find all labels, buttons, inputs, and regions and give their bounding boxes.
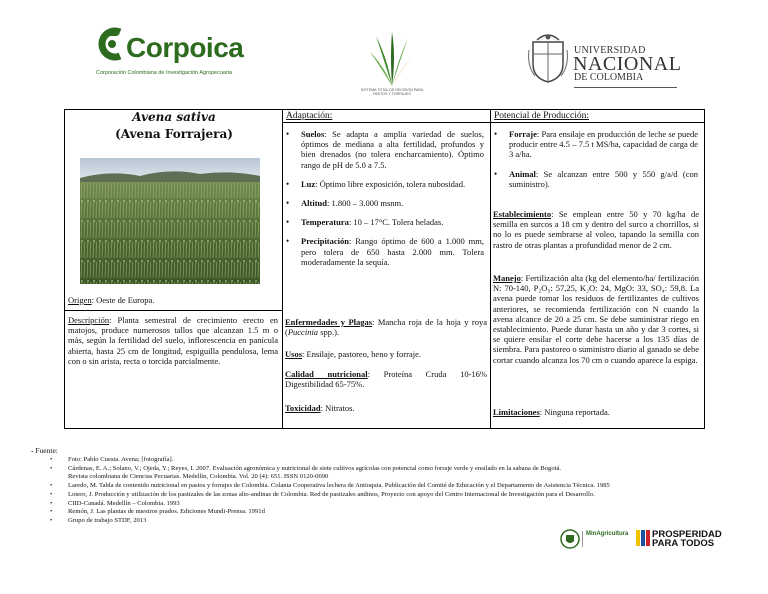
descripcion-label: Descripción [68,315,110,325]
usos-text: : Ensilaje, pastoreo, heno y forraje. [302,349,421,359]
minagricultura-text: MinAgricultura [586,531,629,537]
production-header: Potencial de Producción: [494,111,589,121]
enfermedades-label: Enfermedades y Plagas [285,317,373,327]
unal-logo [527,32,682,94]
origen-label: Origen [68,295,92,305]
temperatura-text: : 10 – 17°C. Tolera heladas. [348,217,444,228]
precipitacion-label: Precipitación [301,236,349,247]
toxicidad-text: : Nitratos. [320,403,355,413]
adaptation-list [283,129,484,267]
list-item [491,129,698,160]
list-item [491,169,698,189]
list-item [283,129,484,170]
establecimiento-label: Establecimiento [493,209,552,219]
usos-block [285,349,487,359]
forraje-label: Forraje [509,129,537,139]
adaptation-header: Adaptación: [286,111,333,121]
description-column [65,110,283,428]
forraje-text: : Para ensilaje en producción de leche se puede producir entre 4.5 – 7.5 t MS/ha, capacidad de carga de 3 a/ha. [509,129,698,160]
sistema-caption: SISTEMA TOTAL DE DECISIÓN PARA PASTOS Y FORRAJES [360,88,424,96]
reference-item: • Cárdenas, E. A.; Solano, V.; Ojeda, Y.; Reyes, I. 2007. Evaluación agronómica y nutricional de siete cultivos agrícolas con potencial como forraje verde y ensilado en la sabana de Bogotá. Revista colombiana de Ciencias Pecuarias. Medellín, Colombia. Vol. 20 (4): 651. ISSN 0120-0690 [50,465,578,482]
prosperidad-logo [636,528,722,550]
corpoica-wordmark: Corpoica [126,32,244,63]
prosperidad-line1: PROSPERIDAD [652,529,722,540]
origen-text: : Oeste de Europa. [91,295,155,305]
minagricultura-logo [560,527,630,551]
manejo-block [493,273,699,365]
calidad-text: : Proteína Cruda 10-16% Digestibilidad 65-75%. [285,369,487,390]
usos-label: Usos [285,349,303,359]
list-item [283,236,484,267]
corpoica-tagline: Corporación Colombiana de Investigación Agropecuaria [96,70,233,76]
col1-divider [65,310,283,311]
oat-field-photo [80,158,260,284]
origen-block [68,295,278,305]
reference-item: • Lotero, J. Producción y utilización de los pastizales de las zonas alto-andinas de Colombia. Red de pastizales andinos, Proyecto con apoyo del Centro Internacional de Investigación para el Desarrollo. [50,491,740,500]
sistema-logo [362,30,422,102]
reference-item: • Remón, J. Las plantas de nuestros prados. Ediciones Mundi-Prensa. 1991d [50,508,740,517]
altitud-text: : 1.800 – 3.000 msnm. [326,198,404,209]
calidad-block [285,369,487,389]
list-item [283,198,484,208]
list-item [283,217,484,227]
animal-text: : Se alcanzan entre 500 y 550 g/a/d (con suministro). [509,168,698,189]
prosperidad-line2: PARA TODOS [652,538,715,549]
unal-rule [574,87,677,88]
descripcion-block [68,315,278,366]
species-table [64,109,705,429]
descripcion-text: : Planta semestral de crecimiento erecto en matojos, produce numerosos tallos que alcanzan 1.5 m o más, según la fertilidad del suelo, inflorescencia en panícula abierta, hasta 25 cm de longitud, espiguilla pendulosa, lema con o sin arista, recta o torcida parcialmente. [68,315,278,366]
limitaciones-label: Limitaciones [493,407,540,417]
reference-item: • Foto: Pablo Cuesta. Avena; [fotografía]. [50,456,740,465]
establecimiento-block [493,209,699,250]
reference-item: • CIID-Canadá. Medellín – Colombia. 1993 [50,500,740,509]
toxicidad-block [285,403,487,413]
species-title: Avena sativa [132,110,216,124]
calidad-label: Calidad nutricional [285,369,368,379]
suelos-text: : Se adapta a amplia variedad de suelos, óptimos de mediana a alta fertilidad, profundos y bien drenados (no tolera encharcamiento). Óptimo rango de pH de 5.0 a 7.5. [301,129,484,170]
col2-header-rule [283,122,490,123]
toxicidad-label: Toxicidad [285,403,321,413]
altitud-label: Altitud [301,198,327,209]
col3-header-rule [491,122,704,123]
sources-label: - Fuente: [31,446,58,455]
enfermedades-text: : Mancha roja de la hoja y roya ( [285,317,487,338]
reference-item: • Laredo, M. Tabla de contenido nutricional en pastos y forrajes de Colombia. Colanta Cooperativa lechera de Antioquia. Publicación del Comité de Educación y el Departamento de Asistencia Técnica. 1985 [50,482,740,491]
enfermedades-suffix: spp.). [318,327,340,338]
enfermedades-block [285,317,487,337]
manejo-label: Manejo [493,273,521,283]
enfermedades-genus: Puccinia [287,327,319,338]
coat-of-arms-icon [527,32,569,84]
temperatura-label: Temperatura [301,217,349,228]
establecimiento-text: : Se emplean entre 50 y 70 kg/ha de semilla en surcos a 18 cm y dentro del surco a chorrillos, si no lo es puede sembrarse al voleo, tapando la semilla con rastro de otras plantas a profundidad menor de 2 cm. [493,209,699,250]
adaptation-column [283,110,491,428]
luz-label: Luz [301,178,316,189]
oat-field-image [80,158,260,284]
limitaciones-text: : Ninguna reportada. [539,407,610,417]
flag-bars-icon [636,528,650,548]
unal-line1: UNIVERSIDAD [574,45,646,56]
reference-item: • Grupo de trabajo STDF, 2013 [50,517,740,526]
animal-label: Animal [509,168,536,179]
list-item [283,179,484,189]
corpoica-mark-icon [96,26,126,62]
manejo-text: : Fertilización alta (kg del elemento/ha/ fertilización N: 70-140, P₂O₅: 57,25, K₂O: 24, MgO: 33, SO₄: 59,8. La avena puede tomar los residuos de fertilizantes de cultivos anteriores, se recomienda fertilización con N cuando la avena alcance de 20 a 25 cm. Se debe suministrar riego en establecimiento. Puede durar hasta un año y dar 3 cortes, si se quiere ensilar el corte debe hacerse a los 135 días de siembra. Para pastoreo o suministro diario al ganado se debe cortar cuando alcanza los 70 cm o cuando aparece la espiga. [493,273,699,365]
precipitacion-text: : Rango óptimo de 600 a 1.000 mm, pero tolera de 650 hasta 2.000 mm. Tolera moderadamente la sequía. [301,236,484,267]
corpoica-logo [96,26,244,86]
unal-line2: NACIONAL [573,53,682,75]
production-column [491,110,704,428]
species-subtitle: (Avena Forrajera) [115,127,233,141]
unal-line3: DE COLOMBIA [574,72,644,83]
references-list [50,456,740,526]
limitaciones-block [493,407,699,417]
production-list [491,129,698,189]
suelos-label: Suelos [301,129,325,139]
luz-text: : Óptimo libre exposición, tolera nubosidad. [315,178,466,189]
grass-icon [362,30,422,88]
